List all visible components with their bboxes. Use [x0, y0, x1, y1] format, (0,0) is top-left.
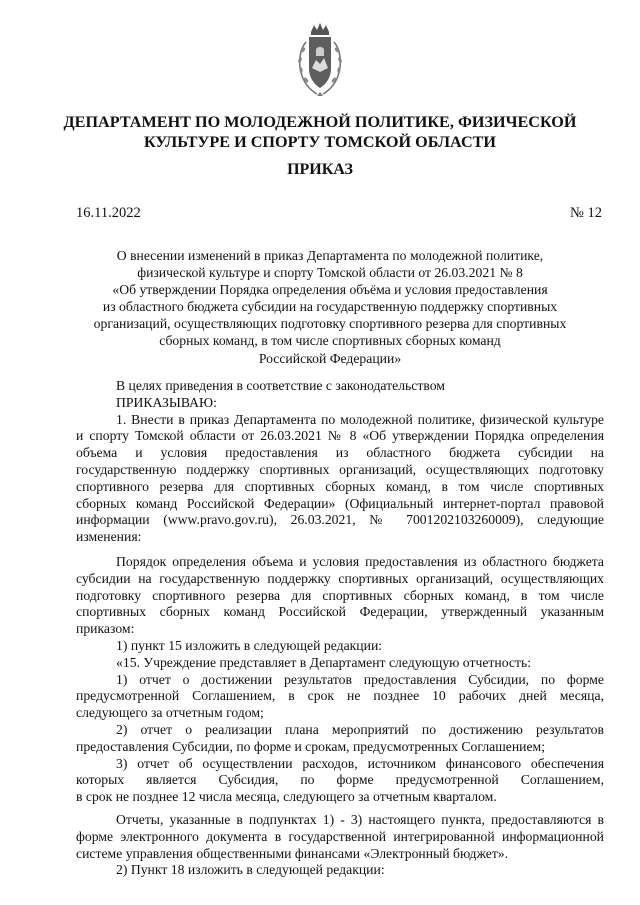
- paragraph-line: Порядок определения объема и условия предоставления из областного бюджета: [116, 553, 604, 569]
- order-subject: [80, 247, 580, 367]
- order-title: ПРИКАЗ: [287, 161, 353, 178]
- paragraph-6: [76, 722, 604, 756]
- subject-line: О внесении изменений в приказ Департамента по молодежной политике,: [116, 248, 544, 263]
- paragraph-line: изменения:: [76, 529, 142, 545]
- subject-line: организаций, осуществляющих подготовку спортивного резерва для спортивных: [93, 316, 567, 332]
- paragraph-line: информации (www.pravo.gov.ru), 26.03.2021, № 7001202103260009), следующие: [76, 512, 604, 528]
- paragraph-line: которых является Субсидия, по форме предусмотренной Соглашением,: [76, 772, 604, 788]
- subject-line: из областного бюджета субсидии на государственную поддержку спортивных: [102, 299, 558, 315]
- paragraph-line: спортивных сборных команд Российской Федерации, утвержденный указанным: [76, 604, 604, 620]
- department-name-line: ДЕПАРТАМЕНТ ПО МОЛОДЕЖНОЙ ПОЛИТИКЕ, ФИЗИЧЕСКОЙ: [63, 113, 577, 131]
- paragraph-9: 2) Пункт 18 изложить в следующей редакции:: [116, 862, 385, 878]
- paragraph-line: 3) отчет об осуществлении расходов, источником финансового обеспечения: [116, 755, 604, 771]
- order-date: 16.11.2022: [76, 205, 141, 221]
- paragraph-line: предусмотренной Соглашением, в срок не позднее 10 рабочих дней месяца,: [76, 688, 604, 704]
- paragraph-line: субсидии на государственную поддержку спортивных организаций, осуществляющих: [76, 570, 604, 586]
- paragraph-2: [76, 554, 604, 638]
- paragraph-line: государственную поддержку спортивных организаций, осуществляющих подготовку: [76, 461, 604, 477]
- paragraph-line: 1) отчет о достижении результатов предоставления Субсидии, по форме: [116, 671, 604, 687]
- paragraph-line: подготовку спортивного резерва для спортивных сборных команд, в том числе: [76, 587, 604, 603]
- subject-line: «Об утверждении Порядка определения объёма и условия предоставления: [112, 282, 548, 298]
- subject-line: сборных команд, в том числе спортивных сборных команд: [159, 333, 501, 349]
- paragraph-line: сборных команд Российской Федерации» (Официальный интернет-портал правовой: [76, 495, 604, 511]
- order-decree-word: ПРИКАЗЫВАЮ:: [116, 394, 217, 410]
- department-name-line: КУЛЬТУРЕ И СПОРТУ ТОМСКОЙ ОБЛАСТИ: [143, 133, 497, 151]
- paragraph-line: спортивного резерва для спортивных сборных команд, в том числе спортивных: [76, 478, 604, 494]
- paragraph-line: 1. Внести в приказ Департамента по молодежной политике, физической культуре: [116, 411, 604, 427]
- paragraph-line: и спорту Томской области от 26.03.2021 № 8 «Об утверждении Порядка определения: [76, 428, 604, 444]
- paragraph-3: 1) пункт 15 изложить в следующей редакции:: [116, 637, 383, 653]
- tomsk-coat-of-arms-icon: [290, 20, 350, 100]
- department-name: [40, 112, 600, 152]
- paragraph-line: Отчеты, указанные в подпунктах 1) - 3) настоящего пункта, предоставляются в: [116, 811, 604, 827]
- paragraph-8: [76, 812, 604, 862]
- paragraph-line: в срок не позднее 12 числа месяца, следующего за отчетным кварталом.: [76, 789, 497, 805]
- intro-paragraph: В целях приведения в соответствие с законодательством: [116, 378, 445, 393]
- paragraph-line: системе управления общественными финансами «Электронный бюджет».: [76, 845, 509, 861]
- subject-line: физической культуре и спорту Томской области от 26.03.2021 № 8: [137, 265, 523, 281]
- paragraph-7: [76, 756, 604, 806]
- paragraph-line: 2) отчет о реализации плана мероприятий по достижению результатов: [116, 721, 604, 737]
- subject-line: Российской Федерации»: [258, 350, 402, 366]
- paragraph-5: [76, 672, 604, 722]
- paragraph-line: предоставления Субсидии, по форме и срокам, предусмотренных Соглашением;: [76, 738, 546, 754]
- paragraph-4: «15. Учреждение представляет в Департамент следующую отчетность:: [116, 654, 532, 670]
- order-number: № 12: [570, 205, 602, 221]
- order-body: [76, 378, 604, 879]
- paragraph-1: [76, 412, 604, 546]
- paragraph-line: форме электронного документа в государственной интегрированной информационной: [76, 828, 604, 844]
- paragraph-line: объема и условия предоставления из областного бюджета субсидии на: [76, 445, 604, 461]
- paragraph-line: следующего за отчетным годом;: [76, 705, 264, 721]
- paragraph-line: приказом:: [76, 621, 135, 637]
